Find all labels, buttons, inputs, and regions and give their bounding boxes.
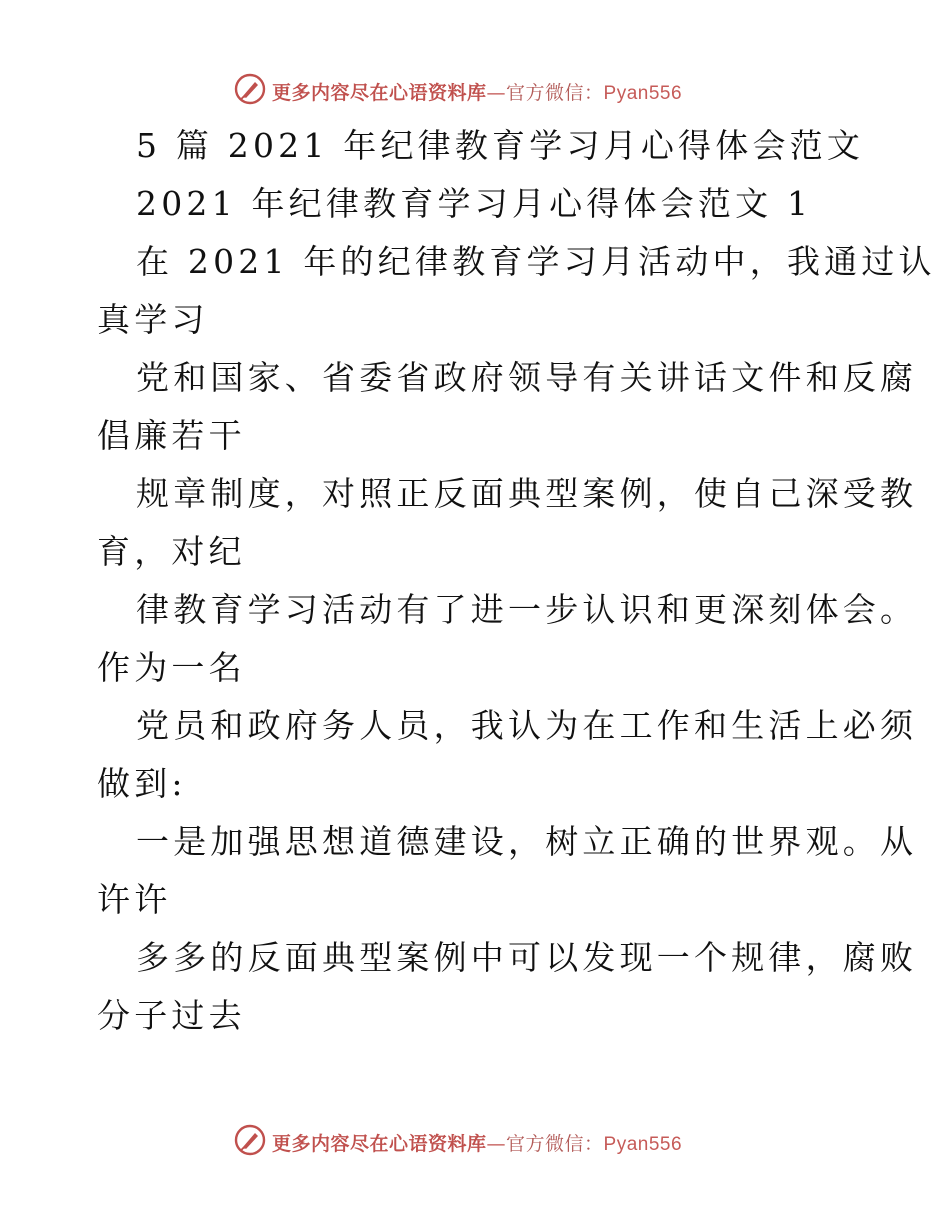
paragraph-line: 真学习 [97,300,209,339]
watermark-wechat-id: Pyan556 [603,83,683,104]
paragraph-line: 育，对纪 [97,532,246,571]
paragraph-line: 一是加强思想道德建设，树立正确的世界观。从 [136,822,918,861]
watermark-wechat-id: Pyan556 [603,1134,683,1155]
watermark-dash: — [486,1133,507,1155]
paragraph-line: 多多的反面典型案例中可以发现一个规律，腐败 [136,938,918,977]
brush-pen-logo-icon [233,72,267,106]
watermark-text [272,78,682,105]
paragraph-line: 党和国家、省委省政府领导有关讲话文件和反腐 [136,358,918,397]
watermark-site: 更多内容尽在心语资料库 [272,82,487,104]
paragraph-line: 律教育学习活动有了进一步认识和更深刻体会。 [136,590,918,629]
header-watermark [0,70,950,110]
watermark-text [272,1129,682,1156]
paragraph-line: 作为一名 [97,648,246,687]
watermark-wechat-label: 官方微信： [506,1133,604,1155]
paragraph-line: 倡廉若干 [97,416,246,455]
watermark-site: 更多内容尽在心语资料库 [272,1133,487,1155]
paragraph-line: 党员和政府务人员，我认为在工作和生活上必须 [136,706,918,745]
watermark-wechat-label: 官方微信： [506,82,604,104]
footer-watermark [0,1121,950,1161]
document-subtitle: 2021 年纪律教育学习月心得体会范文 1 [136,184,813,223]
paragraph-line: 规章制度，对照正反面典型案例，使自己深受教 [136,474,918,513]
paragraph-line: 许许 [97,880,172,919]
watermark-dash: — [486,82,507,104]
paragraph-line: 做到: [97,764,187,803]
brush-pen-logo-icon [233,1123,267,1157]
document-title: 5 篇 2021 年纪律教育学习月心得体会范文 [136,126,865,165]
paragraph-line: 在 2021 年的纪律教育学习月活动中，我通过认 [136,242,936,281]
paragraph-line: 分子过去 [97,996,246,1035]
